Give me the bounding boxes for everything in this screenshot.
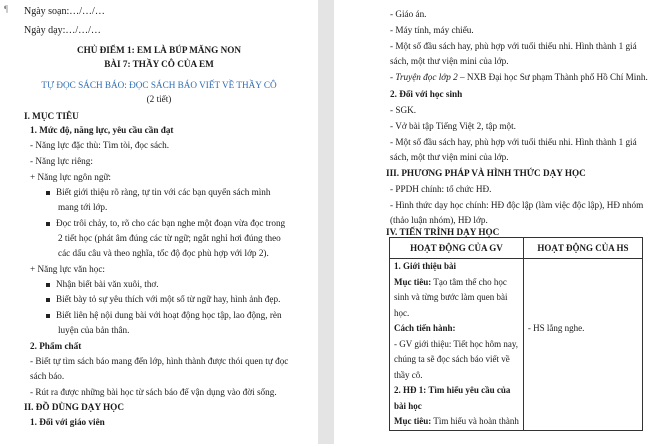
section-objectives: I. MỤC TIÊU xyxy=(24,111,79,121)
text-line: - Một số đầu sách hay, phù hợp với tuổi thiếu nhi. Hình thành 1 giá xyxy=(390,137,637,147)
square-bullet-icon xyxy=(46,283,50,287)
text-line: - Máy tính, máy chiếu. xyxy=(390,25,474,35)
text-line: 2 tiết học (phát âm đúng các từ ngữ; ngắt nghỉ hơi đúng theo xyxy=(58,233,281,243)
teacher-activity-line: bài học xyxy=(394,400,422,411)
text-line: mang tới lớp. xyxy=(58,202,108,212)
subsection-qualities: 2. Phẩm chất xyxy=(30,341,82,351)
activity-table xyxy=(389,237,643,431)
square-bullet-icon xyxy=(46,314,50,318)
student-activity-cell xyxy=(523,259,642,431)
text-line: sách, một thư viện mini của lớp. xyxy=(390,56,509,66)
period-count: (2 tiết) xyxy=(146,94,172,104)
bullet-item: Nhận biết bài văn xuôi, thơ. xyxy=(46,278,159,290)
subsection-competence: 1. Mức độ, năng lực, yêu cầu cần đạt xyxy=(30,125,174,135)
bullet-item: Đọc trôi chảy, to, rõ cho các bạn nghe một đoạn vừa đọc trong xyxy=(46,217,285,229)
teacher-activity-line: sinh và từng bước làm quen bài xyxy=(394,292,508,302)
date-prepared: Ngày soạn:…/…/… xyxy=(24,6,105,17)
teacher-activity-line: Mục tiêu: Tạo tâm thế cho học xyxy=(394,276,507,287)
square-bullet-icon xyxy=(46,222,50,226)
text-line: - Hình thức dạy học chính: HĐ độc lập (làm việc độc lập), HĐ nhóm xyxy=(390,200,644,210)
subsection-students: 2. Đối với học sinh xyxy=(390,89,463,99)
text-line: - Năng lực đặc thù: Tìm tòi, đọc sách. xyxy=(30,140,170,150)
bullet-item: Biết bày tỏ sự yêu thích với một số từ ngữ hay, hình ảnh đẹp. xyxy=(46,293,280,305)
text-line: + Năng lực văn học: xyxy=(30,264,105,274)
text-line: luyện của bản thân. xyxy=(58,325,130,335)
text-line: - Vở bài tập Tiếng Việt 2, tập một. xyxy=(390,121,516,131)
student-activity-text: - HS lắng nghe. xyxy=(527,323,585,333)
theme-heading: CHỦ ĐIỂM 1: EM LÀ BÚP MĂNG NON xyxy=(76,45,242,55)
teacher-activity-line: thầy cô. xyxy=(394,369,423,380)
subsection-teacher: 1. Đối với giáo viên xyxy=(30,417,105,427)
teacher-activity-line: - GV giới thiệu: Tiết học hôm nay, xyxy=(394,338,519,349)
teacher-activity-lines xyxy=(394,259,519,430)
teacher-activity-line: học. xyxy=(394,307,410,318)
text-line: sách báo. xyxy=(30,371,65,381)
document-page-left xyxy=(0,0,318,444)
teacher-activity-line: chúng ta sẽ đọc sách báo viết về xyxy=(394,354,510,364)
teacher-activity-line: 1. Giới thiệu bài xyxy=(394,261,456,271)
text-line: - Rút ra được những bài học từ sách báo để vận dụng vào đời sống. xyxy=(30,387,277,397)
date-taught: Ngày dạy:…/…/… xyxy=(24,25,101,36)
text-line: - Năng lực riêng: xyxy=(30,156,93,166)
document-page-right xyxy=(334,0,650,444)
section-process: IV. TIẾN TRÌNH DẠY HỌC xyxy=(386,227,500,237)
lesson-heading: BÀI 7: THẦY CÔ CỦA EM xyxy=(104,59,214,69)
text-line: - Giáo án. xyxy=(390,9,427,19)
section-materials: II. ĐỒ DÙNG DẠY HỌC xyxy=(24,402,124,412)
text-line: - Một số đầu sách hay, phù hợp với tuổi thiếu nhi. Hình thành 1 giá xyxy=(390,41,637,51)
square-bullet-icon xyxy=(46,298,50,302)
square-bullet-icon xyxy=(46,191,50,195)
text-line: - SGK. xyxy=(390,105,417,115)
paragraph-mark-icon: ¶ xyxy=(4,4,9,14)
teacher-activity-line: Cách tiến hành: xyxy=(394,323,456,333)
table-header-row xyxy=(390,238,643,259)
text-line: + Năng lực ngôn ngữ: xyxy=(30,172,111,182)
teacher-activity-cell xyxy=(390,259,524,431)
reading-title: TỰ ĐỌC SÁCH BÁO: ĐỌC SÁCH BÁO VIẾT VỀ THẦY CÔ xyxy=(41,80,277,90)
text-line: - Biết tự tìm sách báo mang đến lớp, hình thành được thói quen tự đọc xyxy=(30,356,289,366)
student-column-header: HOẠT ĐỘNG CỦA HS xyxy=(523,238,642,259)
teacher-activity-line: Mục tiêu: Tìm hiểu và hoàn thành xyxy=(394,416,519,426)
teacher-column-header: HOẠT ĐỘNG CỦA GV xyxy=(390,238,524,259)
bullet-item: Biết liên hệ nội dung bài với hoạt động học tập, lao động, rèn xyxy=(46,309,282,321)
section-methods: III. PHƯƠNG PHÁP VÀ HÌNH THỨC DẠY HỌC xyxy=(386,168,586,178)
page-gap xyxy=(318,0,334,444)
text-line: - Truyện đọc lớp 2 – NXB Đại học Sư phạm Thành phố Hồ Chí Minh. xyxy=(390,72,648,82)
table-row xyxy=(390,259,643,431)
bullet-item: Biết giới thiệu rõ ràng, tự tin với các bạn quyển sách mình xyxy=(46,186,270,198)
objective-label: Mục tiêu: xyxy=(394,416,432,426)
text-line: - PPDH chính: tổ chức HĐ. xyxy=(390,184,492,194)
text-line: sách, một thư viện mini của lớp. xyxy=(390,152,509,162)
text-line: các dấu câu và theo nghĩa, tốc độ đọc phù hợp với lớp 2). xyxy=(58,248,269,258)
text-line: (thảo luận nhóm), HĐ lớp. xyxy=(390,215,488,225)
teacher-activity-line: 2. HĐ 1: Tìm hiểu yêu cầu của xyxy=(394,385,511,395)
objective-label: Mục tiêu: xyxy=(394,276,432,287)
book-title: Truyện đọc lớp 2 xyxy=(395,72,458,82)
